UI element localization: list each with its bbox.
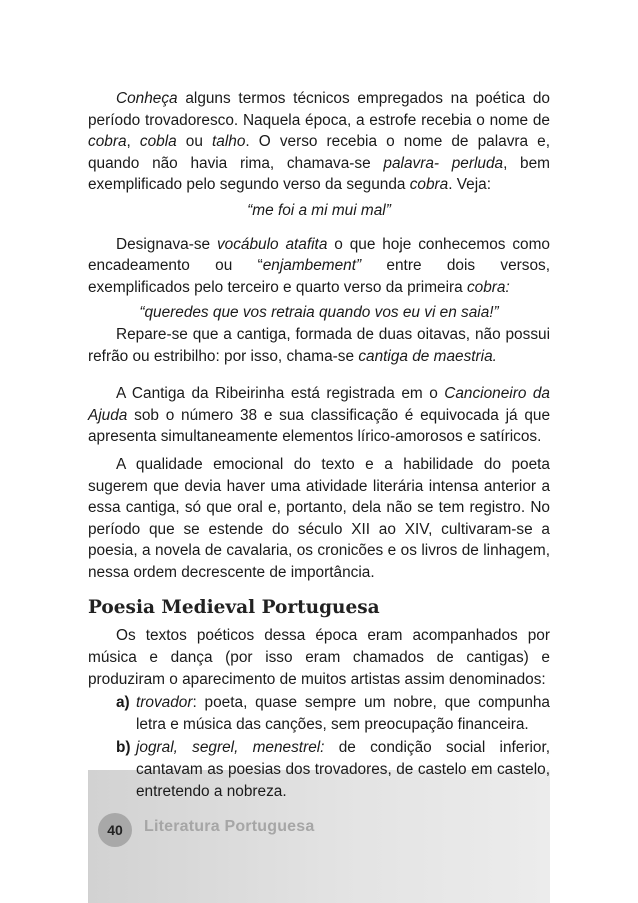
list-text — [136, 737, 550, 802]
section-heading: Poesia Medieval Portuguesa — [88, 597, 380, 619]
spacer — [88, 367, 550, 383]
text-run: entre dois versos, exemplificados pelo terceiro e quarto verso da primeira — [88, 257, 550, 296]
paragraph-terms — [88, 88, 550, 196]
section-intro: Os textos poéticos dessa época eram acompanhados por música e dança (por isso eram chamados de cantigas) e produziram o aparecimento de muitos artistas assim denominados: — [88, 627, 550, 688]
paragraph-ribeirinha — [88, 383, 550, 448]
emphasis: cobra: — [466, 278, 510, 296]
quote-verse-2: “queredes que vos retraia quando vos eu vi en saia!” — [139, 304, 499, 322]
emphasis: palavra- perluda — [383, 154, 504, 172]
text-run: A Cantiga da Ribeirinha está registrada em o — [116, 385, 445, 403]
text-run: de condição social inferior, cantavam as poesias dos trovadores, de castelo em castelo, entretendo a nobreza. — [136, 739, 551, 800]
emphasis: jogral, segrel, menestrel: — [136, 739, 325, 757]
text-run: Repare-se que a cantiga, formada de duas oitavas, não possui refrão ou estribilho: por isso, chama-se — [88, 325, 550, 365]
emphasis: cobra — [88, 133, 127, 151]
text-run: ou — [176, 133, 212, 151]
text-run: . O verso recebia o nome de palavra e, quando não havia rima, chamava-se — [88, 133, 551, 172]
text-run: : poeta, quase sempre um nobre, que compunha letra e música das canções, sem preocupação financeira. — [136, 694, 550, 733]
paragraph-maestria — [88, 324, 550, 367]
list-text — [136, 692, 550, 735]
text-run: , bem exemplificado pelo segundo verso da segunda — [88, 154, 550, 194]
quote-verse-1: “me foi a mi mui mal” — [247, 201, 391, 219]
emphasis: cobla — [139, 133, 177, 151]
emphasis: enjambement” — [262, 257, 362, 275]
paragraph-qualidade: A qualidade emocional do texto e a habilidade do poeta sugerem que devia haver uma atividade literária intensa anterior a essa cantiga, só que oral e, portanto, dela não se tem registro. No período que se estende do século XII ao XIV, cultivaram-se a poesia, a novela de cavalaria, os cronicões e os livros de linhagem, nessa ordem decrescente de importância. — [88, 455, 550, 581]
text-run: , — [126, 133, 140, 151]
list-label: a) — [116, 694, 130, 712]
emphasis: trovador — [136, 694, 193, 712]
text-run: Designava-se — [116, 235, 217, 253]
text-run: . Veja: — [448, 176, 492, 194]
text-run: sob o número 38 e sua classificação é equivocada já que apresenta simultaneamente elementos lírico-amorosos e satíricos. — [88, 406, 550, 446]
emphasis: talho — [212, 133, 246, 151]
paragraph-atafita — [88, 234, 550, 299]
page-body — [88, 88, 550, 802]
spacer — [88, 222, 550, 234]
emphasis: cobra — [409, 176, 449, 194]
emphasis: Cancioneiro da Ajuda — [88, 385, 550, 424]
list-item-jogral — [88, 737, 550, 802]
emphasis: Conheça — [116, 90, 178, 107]
page-number: 40 — [98, 813, 132, 847]
text-run: o que hoje conhecemos como encadeamento ou “ — [88, 235, 550, 275]
running-footer-title: Literatura Portuguesa — [144, 818, 315, 835]
list-item-trovador — [88, 692, 550, 735]
text-run: alguns termos técnicos empregados na poética do período trovadoresco. Naquela época, a estrofe recebia o nome de — [88, 90, 550, 129]
list-label: b) — [116, 739, 131, 757]
emphasis: cantiga de maestria. — [358, 347, 497, 365]
emphasis: vocábulo atafita — [216, 235, 328, 253]
